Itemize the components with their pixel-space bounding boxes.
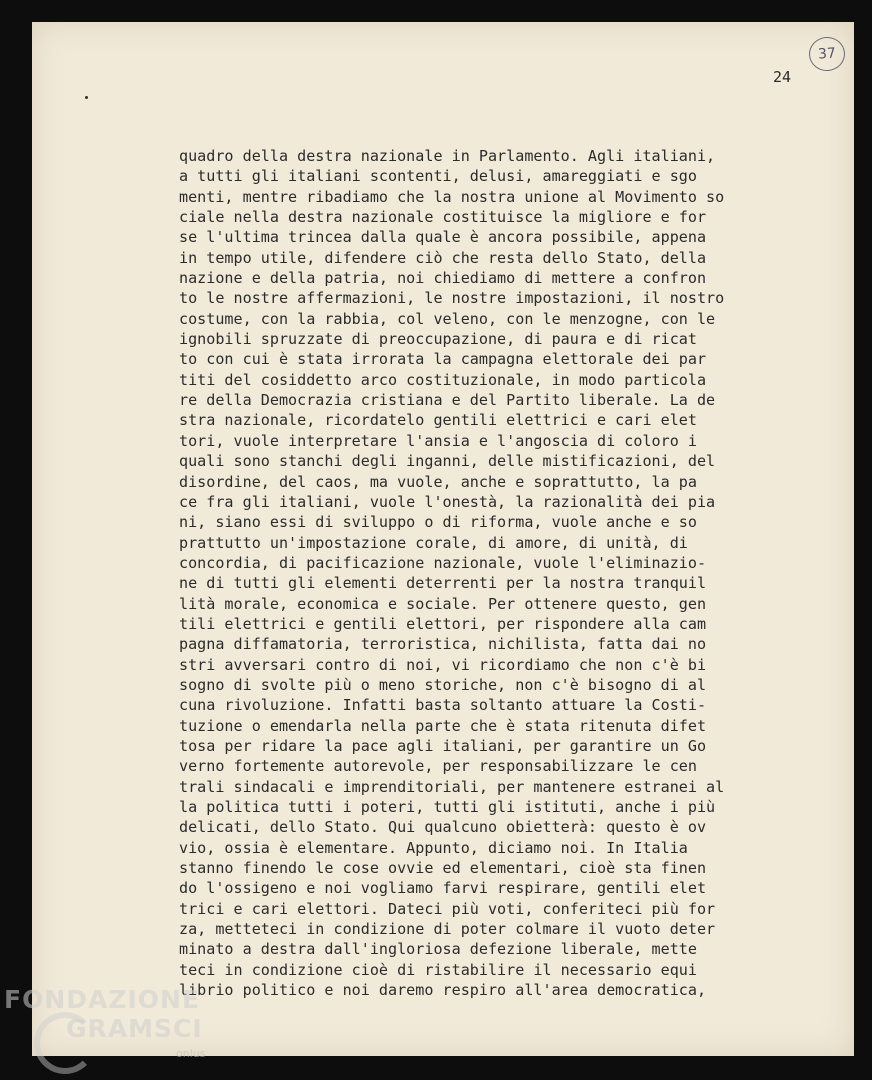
ink-dot	[85, 96, 88, 99]
text-line: sogno di svolte più o meno storiche, non c'è bisogno di al	[179, 675, 707, 694]
text-line: minato a destra dall'ingloriosa defezione liberale, mette	[179, 940, 697, 959]
watermark-gramsci: GRAMSCI	[66, 1014, 203, 1043]
text-line: nazione e della patria, noi chiediamo di mettere a confron	[179, 269, 707, 288]
text-line: ce fra gli italiani, vuole l'onestà, la razionalità dei pia	[179, 492, 716, 511]
text-line: re della Democrazia cristiana e del Partito liberale. La de	[179, 391, 716, 410]
text-line: stri avversari contro di noi, vi ricordiamo che non c'è bi	[179, 655, 707, 674]
text-line: tili elettrici e gentili elettori, per rispondere alla cam	[179, 614, 707, 633]
text-line: a tutti gli italiani scontenti, delusi, amareggiati e sgo	[179, 167, 697, 186]
text-line: stra nazionale, ricordatelo gentili elettrici e cari elet	[179, 411, 697, 430]
text-line: cuna rivoluzione. Infatti basta soltanto attuare la Costi-	[179, 696, 707, 715]
text-line: titi del cosiddetto arco costituzionale, in modo particola	[179, 370, 707, 389]
text-line: to le nostre affermazioni, le nostre impostazioni, il nostro	[179, 289, 725, 308]
text-line: tuzione o emendarla nella parte che è stata ritenuta difet	[179, 716, 707, 735]
text-line: se l'ultima trincea dalla quale è ancora possibile, appena	[179, 228, 707, 247]
text-line: quali sono stanchi degli inganni, delle mistificazioni, del	[179, 452, 716, 471]
text-line: ignobili spruzzate di preoccupazione, di paura e di ricat	[179, 330, 697, 349]
text-line: concordia, di pacificazione nazionale, vuole l'eliminazio-	[179, 553, 707, 572]
text-line: ciale nella destra nazionale costituisce la migliore e for	[179, 208, 707, 227]
watermark-onlus: onlus	[176, 1047, 206, 1060]
body-text	[179, 146, 799, 1000]
text-line: trali sindacali e imprenditoriali, per mantenere estranei al	[179, 777, 725, 796]
text-line: tosa per ridare la pace agli italiani, per garantire un Go	[179, 736, 707, 755]
text-line: trici e cari elettori. Dateci più voti, conferiteci più for	[179, 899, 716, 918]
text-line: to con cui è stata irrorata la campagna elettorale dei par	[179, 350, 707, 369]
text-line: costume, con la rabbia, col veleno, con le menzogne, con le	[179, 309, 716, 328]
text-line: ni, siano essi di sviluppo o di riforma, vuole anche e so	[179, 513, 697, 532]
page-number: 24	[773, 68, 792, 86]
text-line: verno fortemente autorevole, per responsabilizzare le cen	[179, 757, 697, 776]
text-line: lità morale, economica e sociale. Per ottenere questo, gen	[179, 594, 707, 613]
text-line: la politica tutti i poteri, tutti gli istituti, anche i più	[179, 798, 716, 816]
text-line: disordine, del caos, ma vuole, anche e soprattutto, la pa	[179, 472, 697, 491]
text-line: teci in condizione cioè di ristabilire il necessario equi	[179, 960, 697, 979]
text-line: delicati, dello Stato. Qui qualcuno obietterà: questo è ov	[179, 818, 707, 837]
text-line: quadro della destra nazionale in Parlamento. Agli italiani,	[179, 147, 716, 165]
watermark-fondazione: FONDAZIONE	[4, 985, 201, 1014]
text-line: stanno finendo le cose ovvie ed elementari, cioè sta finen	[179, 859, 707, 878]
text-line: do l'ossigeno e noi vogliamo farvi respirare, gentili elet	[179, 879, 707, 898]
text-line: ne di tutti gli elementi deterrenti per la nostra tranquil	[179, 574, 707, 593]
archive-folio-number: 37	[817, 45, 837, 63]
text-line: in tempo utile, difendere ciò che resta dello Stato, della	[179, 248, 707, 267]
text-line: za, metteteci in condizione di poter colmare il vuoto deter	[179, 920, 716, 939]
text-line: prattutto un'impostazione corale, di amore, di unità, di	[179, 533, 688, 552]
text-line: tori, vuole interpretare l'ansia e l'angoscia di coloro i	[179, 431, 697, 450]
text-line: pagna diffamatoria, terroristica, nichilista, fatta dai no	[179, 635, 707, 654]
text-line: vio, ossia è elementare. Appunto, diciamo noi. In Italia	[179, 838, 688, 857]
text-line: librio politico e noi daremo respiro all'area democratica,	[179, 981, 707, 1000]
text-line: menti, mentre ribadiamo che la nostra unione al Movimento so	[179, 187, 725, 206]
